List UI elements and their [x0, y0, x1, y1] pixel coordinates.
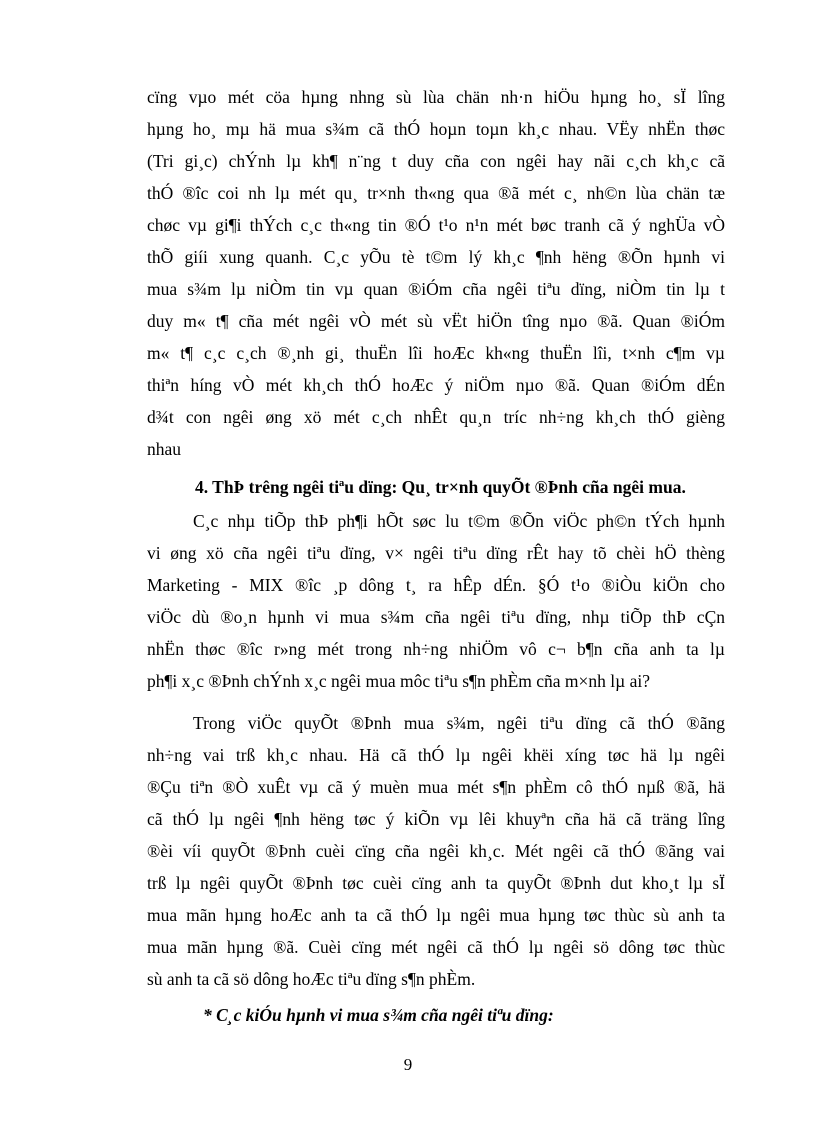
- text-line: (Tri gi¸c) chÝnh lµ kh¶ n¨ng t duy cña con ngêi hay nãi c¸ch kh¸c cã: [147, 151, 725, 171]
- text-line: hµng ho¸ mµ hä mua s¾m cã thÓ hoµn toµn kh¸c nhau. VËy nhËn thøc: [147, 119, 725, 139]
- text-line: Marketing - MIX ®îc ¸p dông t¸ ra hÊp dÉn. §Ó t¹o ®iÒu kiÖn cho: [147, 575, 725, 595]
- paragraph-2: [147, 505, 725, 697]
- text-line: ph¶i x¸c ®Þnh chÝnh x¸c ngêi mua môc tiªu s¶n phÈm cña m×nh lµ ai?: [147, 671, 651, 691]
- text-line: thÓ ®îc coi nh lµ mét qu¸ tr×nh th«ng qua ®ã mét c¸ nh©n lùa chän tæ: [147, 183, 725, 203]
- text-line: thiªn híng vÒ mét kh¸ch thÓ hoÆc ý niÖm nµo ®ã. Quan ®iÓm dÉn: [147, 375, 725, 395]
- text-line: C¸c nhµ tiÕp thÞ ph¶i hÕt søc lu t©m ®Õn viÖc ph©n tÝch hµnh: [193, 511, 725, 531]
- text-line: ®èi víi quyÕt ®Þnh cuèi cïng cña ngêi kh¸c. Mét ngêi cã thÓ ®ãng vai: [147, 841, 725, 861]
- text-line: Trong viÖc quyÕt ®Þnh mua s¾m, ngêi tiªu dïng cã thÓ ®ãng: [193, 713, 725, 733]
- paragraph-1: [147, 81, 725, 465]
- text-line: nh÷ng vai trß kh¸c nhau. Hä cã thÓ lµ ngêi khëi xíng tøc hä lµ ngêi: [147, 745, 725, 765]
- page-number: 9: [403, 1055, 413, 1074]
- text-line: d¾t con ngêi øng xö mét c¸ch nhÊt qu¸n tríc nh÷ng kh¸ch thÓ gièng: [147, 407, 725, 427]
- text-line: cïng vµo mét cöa hµng nhng sù lùa chän nh·n hiÖu hµng ho¸ sÏ lîng: [147, 87, 725, 107]
- text-line: m« t¶ c¸c c¸ch ®¸nh gi¸ thuËn lîi hoÆc kh«ng thuËn lîi, t×nh c¶m vµ: [147, 343, 725, 363]
- text-line: vi øng xö cña ngêi tiªu dïng, v× ngêi tiªu dïng rÊt hay tõ chèi hÖ thèng: [147, 543, 725, 563]
- paragraph-3: [147, 707, 725, 995]
- paragraph-gap: [147, 697, 725, 707]
- text-line: cã thÓ lµ ngêi ¶nh hëng tøc ý kiÕn vµ lêi khuyªn cña hä cã träng lîng: [147, 809, 725, 829]
- subsection-heading: * C¸c kiÓu hµnh vi mua s¾m cña ngêi tiªu dïng:: [203, 1005, 554, 1025]
- text-line: mua mãn hµng hoÆc anh ta cã thÓ lµ ngêi mua hµng tøc thùc sù anh ta: [147, 905, 725, 925]
- text-line: duy m« t¶ cña mét ngêi vÒ mét sù vËt hiÖn tîng nµo ®ã. Quan ®iÓm: [147, 311, 725, 331]
- text-line: chøc vµ gi¶i thÝch c¸c th«ng tin ®Ó t¹o n¹n mét bøc tranh cã ý nghÜa vÒ: [147, 215, 725, 235]
- page-content: [147, 81, 725, 1031]
- text-line: nhËn thøc ®îc r»ng mét trong nh÷ng nhiÖm vô c¬ b¶n cña anh ta lµ: [147, 639, 725, 659]
- text-line: mua s¾m lµ niÒm tin vµ quan ®iÓm cña ngêi tiªu dïng, niÒm tin lµ t: [147, 279, 725, 299]
- text-line: nhau: [147, 439, 182, 459]
- text-line: viÖc dù ®o¸n hµnh vi mua s¾m cña ngêi tiªu dïng, nhµ tiÕp thÞ cÇn: [147, 607, 725, 627]
- text-line: mua mãn hµng ®ã. Cuèi cïng mét ngêi cã thÓ lµ ngêi sö dông tøc thùc: [147, 937, 725, 957]
- text-line: ®Çu tiªn ®Ò xuÊt vµ cã ý muèn mua mét s¶n phÈm cô thÓ nµß ®ã, hä: [147, 777, 725, 797]
- text-line: thÕ giíi xung quanh. C¸c yÕu tè t©m lý kh¸c ¶nh hëng ®Õn hµnh vi: [147, 247, 725, 267]
- text-line: sù anh ta cã sö dông hoÆc tiªu dïng s¶n phÈm.: [147, 969, 476, 989]
- text-line: trß lµ ngêi quyÕt ®Þnh tøc cuèi cïng anh ta quyÕt ®Þnh dut kho¸t lµ sÏ: [147, 873, 725, 893]
- section-heading: 4. ThÞ trêng ngêi tiªu dïng: Qu¸ tr×nh quyÕt ®Þnh cña ngêi mua.: [195, 477, 686, 497]
